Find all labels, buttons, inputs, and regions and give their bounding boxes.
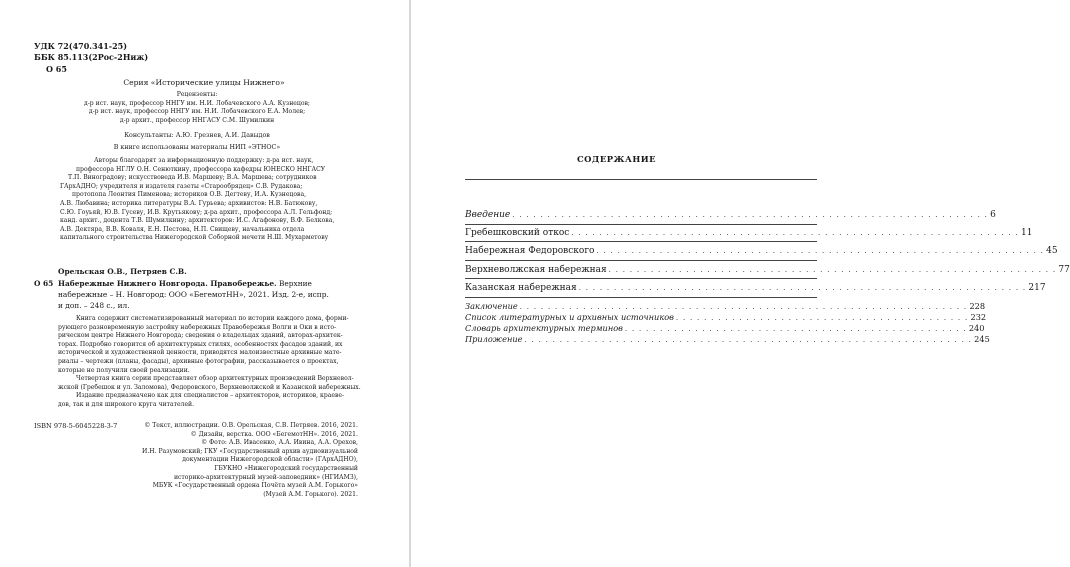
copyright-line: (Музей А.М. Горького). 2021.	[263, 490, 358, 498]
right-page	[411, 0, 1070, 567]
copyright-line: документации Нижегородской области» (ГАрхАДНО),	[182, 456, 358, 464]
copyright-line: © Текст, иллюстрации. О.В. Орельская, С.В. Петряев. 2016, 2021.	[144, 422, 358, 429]
copyright-line: историко-архитектурный музей-заповедник» (НГИАМЗ),	[173, 473, 358, 481]
toc-page-number: 77	[1058, 265, 1070, 275]
left-page	[0, 0, 409, 567]
consultants: Консультанты: А.Ю. Грезнев, А.И. Давыдов	[124, 132, 270, 139]
udk-code: УДК 72(470.341-25)	[34, 41, 128, 51]
toc-page-number: 217	[1028, 283, 1046, 293]
book-title-line	[58, 279, 312, 288]
toc-entry-label: Казанская набережная	[465, 283, 577, 293]
toc-page-number: 232	[970, 312, 987, 322]
ack-line: Авторы благодарят за информационную поддержку: д-ра ист. наук,	[94, 157, 314, 164]
materials-note: В книге использованы материалы НИП «ЭТНОС»	[113, 144, 281, 151]
toc-entry-label: Гребешковский откос	[465, 228, 570, 238]
toc-entry-grebeshkovsky[interactable]	[465, 228, 1033, 238]
copyright-line: © Дизайн, верстка. ООО «БегемотНН». 2016, 2021.	[190, 430, 358, 438]
toc-entry-appendix[interactable]	[465, 334, 990, 344]
reviewers-block	[20, 91, 374, 125]
book-desc-line: и доп. – 248 с., ил.	[58, 301, 130, 310]
toc-entry-label: Словарь архитектурных терминов	[465, 323, 623, 333]
toc-entry-introduction[interactable]	[465, 210, 996, 220]
toc-leader-dots: . . . . . . . . . . . . . . . . . . . . . . . . . . . . . . . . . . . . . . . . . . . . . . . . . . . . . . . . . . . . . . . .	[571, 229, 1019, 237]
toc-rule	[465, 241, 817, 242]
ack-line: протопопа Леонтия Пименова; историков О.В. Дегтеву, И.А. Кузнецова,	[72, 191, 307, 199]
toc-rule	[465, 278, 817, 279]
toc-entry-label: Введение	[465, 210, 511, 220]
toc-leader-dots: . . . . . . . . . . . . . . . . . . . . . . . . . . . . . . . . . . . . . . . . . . . . . . . . . . . . . . . . . . . . . . . . . . . .	[512, 211, 989, 219]
reviewer-line: д-р ист. наук, профессор ННГУ им. Н.И. Лобачевского А.А. Кузнецов;	[83, 99, 310, 107]
ack-line: ГАрхАДНО; учредителя и издателя газеты «Старообрядец» С.В. Рудакова;	[60, 182, 303, 190]
toc-leader-dots: . . . . . . . . . . . . . . . . . . . . . . . . . . . . . . . . . . . . . . . . . . . . . . . . . . . . . . . . . . . . . . . .	[519, 303, 968, 311]
toc-page-number: 6	[990, 210, 996, 220]
reviewer-line: д-р ист. наук, профессор ННГУ им. Н.И. Лобачевского Е.А. Молев;	[88, 108, 306, 116]
ack-line: А.В. Дектяра, В.В. Коваля, Е.Н. Пестова, Н.П. Свищеву, начальника отдела	[60, 225, 305, 233]
toc-leader-dots: . . . . . . . . . . . . . . . . . . . . . . . . . . . . . . . . . . . . . . . . . . . . . . . . . . . . . . . . . . . . . . . .	[608, 266, 1057, 274]
toc-leader-dots: . . . . . . . . . . . . . . . . . . . . . . . . . . . . . . . . . . . . . . . . . .	[675, 314, 969, 322]
ack-line: Т.П. Виноградову; искусствоведа И.В. Маршеву; В.А. Маршева; сотрудников	[68, 174, 317, 182]
book-desc-line: набережные – Н. Новгород: ООО «БегемотНН», 2021. Изд. 2-е, испр.	[58, 290, 329, 299]
book-title: Набережные Нижнего Новгорода. Правобережье.	[58, 279, 277, 288]
abstract-line: исторической и художественной ценности, приводятся малоизвестные архивные мате-	[58, 349, 342, 357]
toc-entry-conclusion[interactable]	[465, 301, 986, 311]
ack-line: профессора НГЛУ О.Н. Сенюткину, профессора кафедры ЮНЕСКО ННГАСУ	[76, 165, 326, 173]
reviewer-line: д-р архит., профессор ННГАСУ С.М. Шумилкин	[119, 116, 275, 124]
copyright-line: © Фото: А.В. Ивасенко, А.А. Ивина, А.А. Орехов,	[201, 439, 358, 447]
toc-rule	[465, 224, 817, 225]
toc-page-number: 45	[1046, 246, 1058, 256]
copyright-line: И.Н. Разумовский; ГКУ «Государственный архив аудиовизуальной	[142, 447, 358, 455]
toc-entry-label: Верхневолжская набережная	[465, 265, 607, 275]
abstract-line: Книга содержит систематизированный материал по истории каждого дома, форми-	[76, 315, 349, 322]
ack-line: капитального строительства Нижегородской Соборной мечети Н.Ш. Мухарметову	[60, 234, 329, 242]
abstract	[58, 315, 361, 410]
toc-page-number: 240	[968, 323, 985, 333]
toc-title: СОДЕРЖАНИЕ	[576, 154, 657, 164]
acknowledgements	[60, 157, 360, 243]
ack-line: канд. архит., доцента Т.В. Шумилкину; архитекторов: И.С. Агафонову, В.Ф. Белкова,	[60, 217, 335, 225]
copyright-line: ГБУКНО «Нижегородский государственный	[214, 464, 358, 472]
toc-entry-sources[interactable]	[465, 312, 987, 322]
abstract-line: жской (Гребешок и ул. Заломова), Федоровского, Верхневолжской и Казанской набережных.	[58, 383, 361, 391]
ack-line: А.В. Любавина; историка литературы В.А. Гурьева; архивистов: Н.В. Батюкову,	[60, 199, 318, 207]
abstract-line: Издание предназначено как для специалистов – архитекторов, историков, краеве-	[76, 392, 345, 400]
bbk-code: ББК 85.113(2Рос-2Ниж)	[34, 52, 149, 62]
toc-top-rule	[465, 179, 817, 180]
toc-leader-dots: . . . . . . . . . . . . . . . . . . . . . . . . . . . . . . . . . . . . . . . . . . . . . . . . .	[624, 325, 967, 333]
abstract-line: рующего разновременную застройку набережных Правобережья Волги и Оки в исто-	[58, 323, 337, 331]
isbn: ISBN 978-5-6045228-3-7	[34, 422, 118, 430]
abstract-line: риалы – чертежи (планы, фасады), архивные фотографии, рассказывается о проектах,	[58, 357, 339, 365]
toc-leader-dots: . . . . . . . . . . . . . . . . . . . . . . . . . . . . . . . . . . . . . . . . . . . . . . . . . . . . . . . . . . . . . . . .	[596, 247, 1045, 255]
toc-entry-glossary[interactable]	[465, 323, 985, 333]
toc-entry-fedorovsky[interactable]	[465, 246, 1058, 256]
copyright-line: МБУК «Государственный ордена Почёта музей А.М. Горького»	[152, 482, 358, 490]
toc-page-number: 11	[1020, 228, 1033, 238]
abstract-line: рическом центре Нижнего Новгорода; сведения о владельцах зданий, авторах-архитек-	[58, 332, 343, 340]
abstract-line: Четвертая книга серии представляет обзор архитектурных произведений Верхневол-	[76, 375, 354, 383]
toc-rule	[465, 260, 817, 261]
abstract-line: торах. Подробно говорится об архитектурных стилях, особенностях фасадов зданий, их	[58, 340, 343, 348]
author-mark: О 65	[46, 64, 67, 74]
toc-page-number: 228	[969, 301, 986, 311]
toc-entry-verkhnevolzhskaya[interactable]	[465, 265, 1070, 275]
book-code: О 65	[34, 279, 54, 288]
toc-entry-label: Набережная Федоровского	[465, 246, 595, 256]
toc-page-number: 245	[974, 334, 990, 344]
toc-leader-dots: . . . . . . . . . . . . . . . . . . . . . . . . . . . . . . . . . . . . . . . . . . . . . . . . . . . . . . . . . . . . . . . .	[578, 284, 1027, 292]
toc-entry-kazanskaya[interactable]	[465, 283, 1046, 293]
reviewers-title: Рецензенты:	[176, 91, 218, 98]
toc-entry-label: Приложение	[465, 334, 523, 344]
series-title: Серия «Исторические улицы Нижнего»	[123, 78, 285, 87]
abstract-line: дов, так и для широкого круга читателей.	[58, 400, 195, 408]
book-title-rest: Верхние	[278, 279, 312, 288]
toc-rule	[465, 297, 817, 298]
ack-line: С.Ю. Гоуьяй, Ю.В. Гусеву, И.В. Крутьякову; д-ра архит., профессора А.Л. Гельфонд;	[60, 208, 333, 216]
abstract-line: которые не получили своей реализации.	[58, 366, 190, 374]
toc-entry-label: Список литературных и архивных источников	[465, 312, 674, 322]
book-authors: Орельская О.В., Петряев С.В.	[58, 267, 187, 276]
toc-entry-label: Заключение	[465, 301, 518, 311]
toc-leader-dots: . . . . . . . . . . . . . . . . . . . . . . . . . . . . . . . . . . . . . . . . . . . . . . . . . . . . . . . . . . . . . . . .	[524, 336, 973, 344]
copyright-block	[118, 422, 358, 499]
